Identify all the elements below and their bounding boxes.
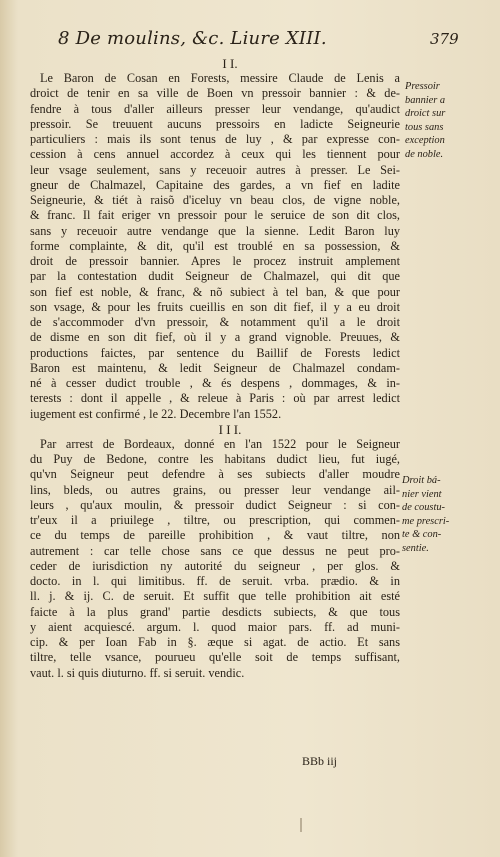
running-header xyxy=(0,28,500,52)
section-number-2: I I. xyxy=(222,56,238,71)
main-text xyxy=(30,56,400,681)
text-line: iugement est confirmé , le 22. Decembre l'an 1552. xyxy=(30,406,282,421)
text-line: tr'eux il a priuilege , tiltre, ou prescription, qui commen- xyxy=(30,513,400,527)
text-line: sans y receuoir autre vendange que la sienne. Ledit Baron luy xyxy=(30,223,400,238)
note-line: droict sur xyxy=(405,108,446,119)
text-line: ceder de iurisdiction ny autorité du seigneur , per glos. & xyxy=(30,558,400,573)
page-number: 379 xyxy=(430,30,459,48)
text-line: ce du temps de pareille prohibition , & vaut tiltre, non xyxy=(30,528,400,543)
text-line: par la contestation dudit Seigneur de Chalmazel, qui dit que xyxy=(30,269,400,284)
text-line: né à cesser dudict trouble , & és despens , dommages, & in- xyxy=(30,376,400,390)
text-line: son fief est noble, & franc, & nõ subiect à tel ban, & que pour xyxy=(30,284,400,299)
section-number-3: I I I. xyxy=(218,421,242,437)
note-line: te & con- xyxy=(402,529,442,540)
text-line: ll. j. & ij. C. de seruit. Et suffit que telle prohibition ait esté xyxy=(30,589,400,604)
text-line: cip. & per Ioan Fab in §. æque si agat. de actio. Et sans xyxy=(30,635,400,649)
text-line: vaut. l. si quis diuturno. ff. si seruit. vendic. xyxy=(30,665,245,680)
text-line: tiltre, telle vsance, pourueu qu'elle soit de temps suffisant, xyxy=(30,650,400,665)
margin-note-2 xyxy=(402,474,482,555)
text-line: docto. in l. qui limitibus. ff. de seruit. vrba. prædio. & in xyxy=(30,574,400,588)
note-line: sentie. xyxy=(402,542,429,554)
text-line: pressoir. Se treuuent aucuns pressoirs en ladicte Seigneurie xyxy=(30,116,400,131)
text-line: son vsage, & pour les fruits cueillis en son dit fief, il y a eu droit xyxy=(30,299,400,314)
text-line: du Puy de Bedone, contre les habitans dudict lieu, fut iugé, xyxy=(30,452,400,466)
text-line: droit de pressoir bannier. Apres le procez instruit amplement xyxy=(30,254,400,268)
header-title: 8 De moulins, &c. Liure XIII. xyxy=(58,28,327,49)
text-line: de disme en son dit fief, où il y a grand vignoble. Preuues, & xyxy=(30,330,400,345)
text-line: gneur de Chalmazel, Capitaine des gardes, a vn fief en ladite xyxy=(30,177,400,192)
note-line: de coustu- xyxy=(402,502,445,513)
text-line: Baron est maintenu, & ledit Seigneur de Chalmazel condam- xyxy=(30,360,400,375)
text-line: Seigneurie, & tiét à raisõ d'iceluy vn beau clos, de vigne noble, xyxy=(30,193,400,207)
text-line: y aient acquiescé. argum. l. quod maior pars. ff. ad muni- xyxy=(30,619,400,634)
text-line: cession à cens annuel accordez à ceux qui les tiennent pour xyxy=(30,147,400,162)
text-line: qu'vn Seigneur peut defendre à ses subiects d'aller moudre xyxy=(30,467,400,482)
note-line: tous sans xyxy=(405,121,444,133)
text-line: autrement : car telle chose sans ce que dessus ne peut pro- xyxy=(30,543,400,558)
signature-mark: BBb iij xyxy=(302,754,338,768)
text-line: fendre à tous d'aller ailleurs presser leur vendange, qu'audict xyxy=(30,101,400,116)
text-line: Par arrest de Bordeaux, donné en l'an 1522 pour le Seigneur xyxy=(40,436,400,451)
text-line: forme complainte, & dit, qu'il est troublé en sa possession, & xyxy=(30,238,400,253)
text-line: leur vsage seulement, sans y receuoir autres à presser. Le Sei- xyxy=(30,162,400,177)
note-line: de noble. xyxy=(405,148,444,160)
note-line: exception xyxy=(405,135,445,146)
note-line: nier vient xyxy=(402,488,442,500)
text-line: productions faictes, par sentence du Baillif de Forests ledict xyxy=(30,345,400,360)
text-line: faicte à la plus grand' partie desdicts subiects, & que tous xyxy=(30,604,400,619)
note-line: me prescri- xyxy=(402,515,450,527)
text-line: lins, bleds, ou autres grains, ou presser leur vendange ail- xyxy=(30,482,400,497)
text-line: droict de tenir en sa ville de Boen vn pressoir bannier : & de- xyxy=(30,86,400,101)
text-line: de s'accommoder d'vn pressoir, & notamment qu'il a le droit xyxy=(30,315,400,329)
text-line: terests : dont il appelle , & releue à Paris : où par arrest ledict xyxy=(30,391,400,406)
note-line: bannier a xyxy=(405,94,446,106)
text-line: & franc. Il fait eriger vn pressoir pour le seruice de son dit clos, xyxy=(30,208,400,223)
text-line: Le Baron de Cosan en Forests, messire Claude de Lenis a xyxy=(40,71,400,85)
text-line: leurs , qu'aux moulin, & pressoir dudict Seigneur : si con- xyxy=(30,497,400,512)
margin-note-1 xyxy=(405,80,485,161)
note-line: Droit bá- xyxy=(402,475,441,486)
text-line: particuliers : mais ils sont tenus de luy , & par expresse con- xyxy=(30,132,400,146)
ink-mark xyxy=(300,818,302,832)
note-line: Pressoir xyxy=(405,81,440,92)
